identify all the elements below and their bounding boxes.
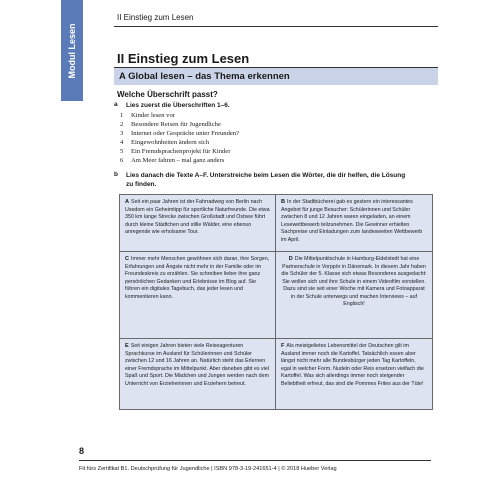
list-item-number: 6 bbox=[120, 157, 124, 165]
task-b-text bbox=[126, 171, 405, 189]
text-cell-a bbox=[120, 195, 276, 252]
list-item bbox=[120, 120, 239, 129]
list-item-number: 4 bbox=[120, 139, 124, 147]
text-letter: C bbox=[125, 256, 130, 262]
list-item bbox=[120, 147, 239, 156]
list-item-number: 3 bbox=[120, 130, 124, 138]
footer-rule bbox=[79, 460, 431, 461]
text-letter: B bbox=[281, 199, 286, 205]
running-head: II Einstieg zum Lesen bbox=[117, 13, 194, 22]
page-number: 8 bbox=[79, 446, 85, 456]
text-cell-d bbox=[276, 252, 432, 339]
text-letter: F bbox=[281, 343, 285, 349]
list-item-text: Kinder lesen vor bbox=[131, 112, 175, 119]
text-body: Seit ein paar Jahren ist der Fahrradweg von Berlin nach Usedom ein Geheimtipp für sportliche Naturfreunde. Die etwa 350 km lange Strecke zwischen Großstadt und Ostsee führt durch kleine Städtchen und stille Wälder, eine ebenso anregende wie erholsame Tour. bbox=[125, 199, 270, 235]
footer-text: Fit fürs Zertifikat B1. Deutschprüfung für Jugendliche | ISBN 978-3-19-241651-4 | © 2018 Hueber Verlag bbox=[79, 466, 337, 472]
text-letter: D bbox=[288, 256, 293, 262]
list-item bbox=[120, 111, 239, 120]
text-cell-e bbox=[120, 339, 276, 409]
text-body: Immer mehr Menschen gewöhnen sich daran, ihre Sorgen, Erfahrungen und Ängste nicht mehr in der Familie oder im Freundeskreis zu erzählen. Sie schreiben lieber ihre ganz persönlichen Gedanken und Erlebnisse im Blog auf. Sie führen ein digitales Tagebuch, das jeder lesen und kommentieren kann. bbox=[125, 256, 270, 300]
side-tab-label: Modul Lesen bbox=[67, 22, 77, 79]
list-item-text: Besondere Reisen für Jugendliche bbox=[131, 121, 221, 129]
text-body: Die Mittelpunktschule in Hamburg-Eidelstedt hat eine Partnerschule in Vorppör in Dänemark. In diesem Jahr haben die Schüler der 5. Klasse sich etwas Besonderes ausgedacht: Sie wollen sich und ihre Schule in einem Videofilm vorstellen. Dazu sind sie seit einer Woche mit Kamera und Fotoapparat in der Schule unterwegs und machen Interviews – auf Englisch! bbox=[281, 256, 427, 307]
list-item-number: 2 bbox=[120, 121, 124, 129]
question-heading: Welche Überschrift passt? bbox=[117, 90, 218, 99]
list-item bbox=[120, 138, 239, 147]
list-item bbox=[120, 156, 239, 165]
text-grid bbox=[119, 194, 433, 410]
list-item-number: 5 bbox=[120, 148, 124, 156]
chapter-title: II Einstieg zum Lesen bbox=[117, 51, 250, 66]
task-b-line-1: Lies danach die Texte A–F. Unterstreiche beim Lesen die Wörter, die dir helfen, die Lösung bbox=[126, 172, 406, 179]
text-letter: E bbox=[125, 343, 129, 349]
list-item-number: 1 bbox=[120, 112, 124, 119]
text-body: Seit einigen Jahren bieten viele Reiseagenturen Sprachkurse im Ausland für Schülerinnen und Schüler zwischen 12 und 16 Jahren an. Natürlich steht das Erlernen einer Fremdsprache im Mittelpunkt. Aber daneben gibt es viel Spaß und Sport. Die Mädchen und Jungen werden nach dem Unterricht von Erzieherinnen und Erziehern betreut. bbox=[125, 343, 269, 387]
text-letter: A bbox=[125, 199, 130, 205]
task-b-line-2: zu finden. bbox=[126, 181, 157, 188]
text-body: In der Stadtbücherei gab es gestern ein interessantes Angebot für junge Besucher: Schülerinnen und Schüler zwischen 8 und 12 Jahren waren eingeladen, an einem Lesewettbewerb teilzunehmen. Die Gewinner erhielten Sachpreise und Einladungen zum landesweiten Wettbewerb im April. bbox=[281, 199, 423, 243]
section-bar bbox=[114, 68, 438, 85]
text-cell-b bbox=[276, 195, 432, 252]
text-body: Als meistgelietes Lebensmittel der Deutschen gilt im Ausland immer noch die Kartoffel. Tatsächlich essen aber längst nicht mehr alle Bundesbürger jeden Tag Kartoffeln, egal in welcher Form. Nudeln oder Reis ersetzen vielfach die Kartoffel. Was sich allerdings immer noch steigender Beliebtheit erfreut, das sind die Pommes Frites aus der Tüte! bbox=[281, 343, 424, 387]
section-title: A Global lesen – das Thema erkennen bbox=[119, 71, 290, 82]
list-item-text: Internet oder Gespräche unter Freunden? bbox=[131, 130, 240, 138]
text-cell-c bbox=[120, 252, 276, 339]
header-rule bbox=[114, 26, 438, 27]
list-item bbox=[120, 129, 239, 138]
list-item-text: Ein Fremdsprachenprojekt für Kinder bbox=[131, 148, 231, 156]
heading-list bbox=[120, 111, 239, 166]
list-item-text: Eingewohnheiten ändern sich bbox=[131, 139, 210, 147]
module-side-tab bbox=[61, 0, 83, 101]
task-a-letter: a bbox=[114, 101, 118, 108]
text-cell-f bbox=[276, 339, 432, 409]
task-b-letter: b bbox=[114, 171, 118, 178]
list-item-text: Am Meer fahren – mal ganz anders bbox=[131, 157, 225, 165]
task-a-text: Lies zuerst die Überschriften 1–6. bbox=[126, 102, 230, 109]
